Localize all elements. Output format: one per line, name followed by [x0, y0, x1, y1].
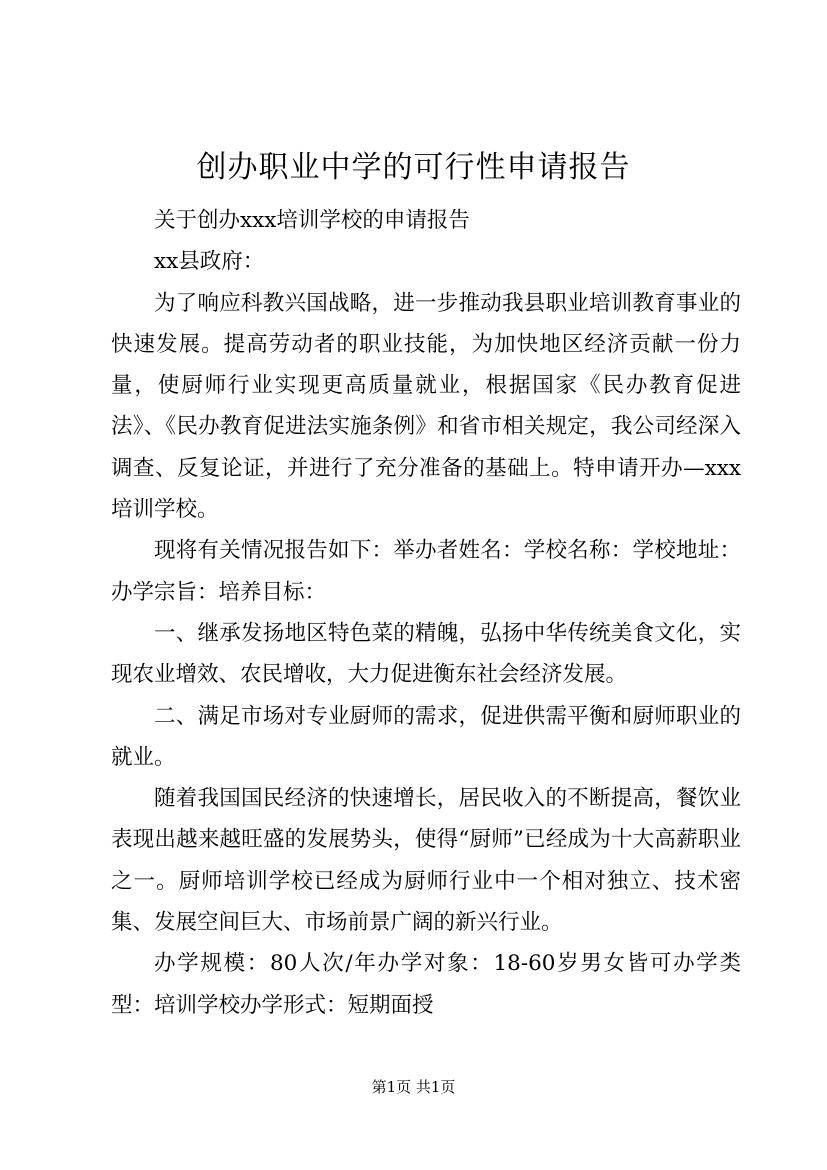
subject-line: 关于创办xxx培训学校的申请报告 — [154, 208, 470, 233]
paragraph-industry: 随着我国国民经济的快速增长，居民收入的不断提高，餐饮业表现出越来越旺盛的发展势头，使得“厨师”已经成为十大高薪职业之一。厨师培训学校已经成为厨师行业中一个相对独立、技术密集、发展空间巨大、市场前景广阔的新兴行业。 — [111, 786, 741, 936]
paragraph-goal-one: 一、继承发扬地区特色菜的精魄，弘扬中华传统美食文化，实现农业增效、农民增收，大力促进衡东社会经济发展。 — [111, 620, 741, 688]
page-footer: 第1页 共1页 — [371, 1078, 456, 1096]
paragraph-report-items: 现将有关情况报告如下：举办者姓名：学校名称：学校地址：办学宗旨：培养目标： — [111, 538, 741, 605]
paragraph-purpose: 为了响应科教兴国战略，进一步推动我县职业培训教育事业的快速发展。提高劳动者的职业技能，为加快地区经济贡献一份力量，使厨师行业实现更高质量就业，根据国家《民办教育促进法》、《民办教育促进法实施条例》和省市相关规定，我公司经深入调查、反复论证，并进行了充分准备的基础上。特申请开办—xxx培训学校。 — [111, 290, 741, 523]
addressee: xx县政府： — [154, 249, 265, 275]
paragraph-goal-two: 二、满足市场对专业厨师的需求，促进供需平衡和厨师职业的就业。 — [111, 703, 741, 770]
paragraph-scale: 办学规模：80人次/年办学对象：18-60岁男女皆可办学类型：培训学校办学形式：短期面授 — [111, 951, 741, 1018]
document-body — [111, 200, 741, 1026]
document-title: 创办职业中学的可行性申请报告 — [196, 150, 631, 185]
